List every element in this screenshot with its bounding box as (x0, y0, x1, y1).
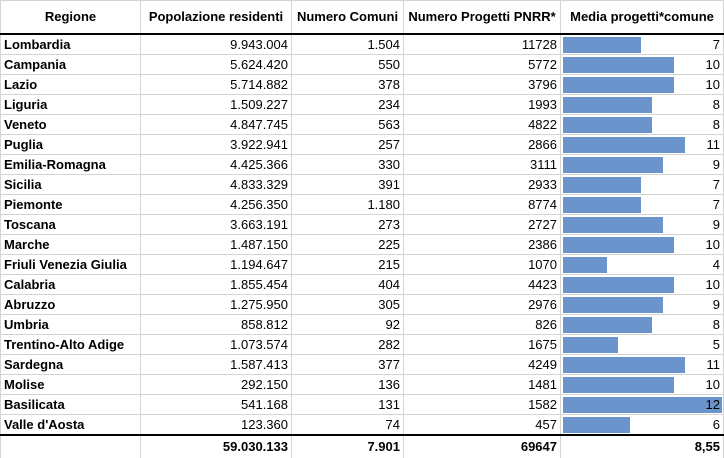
data-bar (563, 177, 641, 193)
media-cell[interactable] (561, 34, 724, 55)
media-cell[interactable] (561, 375, 724, 395)
popolazione-cell[interactable]: 1.855.454 (141, 275, 292, 295)
popolazione-cell[interactable]: 1.487.150 (141, 235, 292, 255)
progetti-cell[interactable]: 5772 (404, 55, 561, 75)
progetti-cell[interactable]: 3796 (404, 75, 561, 95)
media-cell[interactable] (561, 75, 724, 95)
table-row (1, 95, 724, 115)
regione-cell[interactable]: Friuli Venezia Giulia (1, 255, 141, 275)
table-row (1, 355, 724, 375)
progetti-cell[interactable]: 457 (404, 415, 561, 436)
media-cell[interactable] (561, 155, 724, 175)
popolazione-cell[interactable]: 123.360 (141, 415, 292, 436)
data-bar (563, 77, 674, 93)
table-body (1, 34, 724, 435)
comuni-cell[interactable]: 378 (292, 75, 404, 95)
popolazione-cell[interactable]: 1.587.413 (141, 355, 292, 375)
comuni-cell[interactable]: 257 (292, 135, 404, 155)
comuni-cell[interactable]: 404 (292, 275, 404, 295)
media-value: 8 (712, 97, 720, 112)
comuni-cell[interactable]: 215 (292, 255, 404, 275)
media-value: 10 (705, 57, 720, 72)
regione-cell[interactable]: Abruzzo (1, 295, 141, 315)
table-row (1, 215, 724, 235)
comuni-cell[interactable]: 225 (292, 235, 404, 255)
regione-cell[interactable]: Toscana (1, 215, 141, 235)
progetti-cell[interactable]: 2976 (404, 295, 561, 315)
regione-cell[interactable]: Lombardia (1, 34, 141, 55)
progetti-cell[interactable]: 2386 (404, 235, 561, 255)
media-value: 8 (712, 317, 720, 332)
progetti-cell[interactable]: 826 (404, 315, 561, 335)
progetti-cell[interactable]: 8774 (404, 195, 561, 215)
data-bar (563, 417, 630, 433)
progetti-cell[interactable]: 4822 (404, 115, 561, 135)
data-bar (563, 397, 722, 413)
media-value: 12 (705, 397, 720, 412)
table-row (1, 175, 724, 195)
media-value: 9 (712, 297, 720, 312)
regione-cell[interactable]: Calabria (1, 275, 141, 295)
popolazione-cell[interactable]: 4.833.329 (141, 175, 292, 195)
regione-cell[interactable]: Valle d'Aosta (1, 415, 141, 436)
data-bar (563, 37, 641, 53)
media-value: 10 (705, 237, 720, 252)
media-cell[interactable] (561, 235, 724, 255)
regione-cell[interactable]: Marche (1, 235, 141, 255)
popolazione-cell[interactable]: 858.812 (141, 315, 292, 335)
regione-cell[interactable]: Trentino-Alto Adige (1, 335, 141, 355)
table-row (1, 195, 724, 215)
comuni-cell[interactable]: 1.180 (292, 195, 404, 215)
totals-media-cell[interactable]: 8,55 (561, 435, 724, 458)
media-cell[interactable] (561, 215, 724, 235)
media-cell[interactable] (561, 95, 724, 115)
comuni-cell[interactable]: 74 (292, 415, 404, 436)
media-value: 4 (712, 257, 720, 272)
media-value: 10 (705, 277, 720, 292)
data-bar (563, 257, 607, 273)
data-bar (563, 377, 674, 393)
data-bar (563, 297, 663, 313)
popolazione-cell[interactable]: 1.194.647 (141, 255, 292, 275)
table-row (1, 255, 724, 275)
media-cell[interactable] (561, 135, 724, 155)
header-progetti[interactable]: Numero Progetti PNRR* (404, 1, 561, 35)
regione-cell[interactable]: Umbria (1, 315, 141, 335)
media-cell[interactable] (561, 295, 724, 315)
media-value: 11 (706, 357, 720, 372)
popolazione-cell[interactable]: 9.943.004 (141, 34, 292, 55)
media-cell[interactable] (561, 415, 724, 436)
popolazione-cell[interactable]: 541.168 (141, 395, 292, 415)
comuni-cell[interactable]: 391 (292, 175, 404, 195)
totals-popolazione-cell[interactable]: 59.030.133 (141, 435, 292, 458)
media-value: 9 (712, 217, 720, 232)
media-cell[interactable] (561, 55, 724, 75)
totals-row (1, 435, 724, 458)
data-bar (563, 97, 652, 113)
media-value: 5 (712, 337, 720, 352)
data-bar (563, 237, 674, 253)
comuni-cell[interactable]: 282 (292, 335, 404, 355)
table-row (1, 55, 724, 75)
table-row (1, 295, 724, 315)
comuni-cell[interactable]: 131 (292, 395, 404, 415)
progetti-cell[interactable]: 1675 (404, 335, 561, 355)
popolazione-cell[interactable]: 4.847.745 (141, 115, 292, 135)
popolazione-cell[interactable]: 1.509.227 (141, 95, 292, 115)
comuni-cell[interactable]: 563 (292, 115, 404, 135)
header-popolazione[interactable]: Popolazione residenti (141, 1, 292, 35)
progetti-cell[interactable]: 1582 (404, 395, 561, 415)
table-row (1, 395, 724, 415)
data-bar (563, 337, 618, 353)
popolazione-cell[interactable]: 292.150 (141, 375, 292, 395)
media-cell[interactable] (561, 175, 724, 195)
media-cell[interactable] (561, 115, 724, 135)
table-row (1, 275, 724, 295)
media-cell[interactable] (561, 335, 724, 355)
media-cell[interactable] (561, 355, 724, 375)
media-cell[interactable] (561, 255, 724, 275)
regione-cell[interactable]: Molise (1, 375, 141, 395)
totals-comuni-cell[interactable]: 7.901 (292, 435, 404, 458)
header-regione[interactable]: Regione (1, 1, 141, 35)
comuni-cell[interactable]: 550 (292, 55, 404, 75)
regione-cell[interactable]: Campania (1, 55, 141, 75)
regione-cell[interactable]: Basilicata (1, 395, 141, 415)
progetti-cell[interactable]: 2866 (404, 135, 561, 155)
media-value: 10 (705, 77, 720, 92)
progetti-cell[interactable]: 4249 (404, 355, 561, 375)
popolazione-cell[interactable]: 4.425.366 (141, 155, 292, 175)
progetti-cell[interactable]: 1993 (404, 95, 561, 115)
media-value: 6 (712, 417, 720, 432)
regione-cell[interactable]: Lazio (1, 75, 141, 95)
data-bar (563, 317, 652, 333)
data-bar (563, 57, 674, 73)
progetti-cell[interactable]: 1481 (404, 375, 561, 395)
media-value: 9 (712, 157, 720, 172)
comuni-cell[interactable]: 305 (292, 295, 404, 315)
totals-progetti-cell[interactable]: 69647 (404, 435, 561, 458)
table-row (1, 155, 724, 175)
table-row (1, 75, 724, 95)
regione-cell[interactable]: Veneto (1, 115, 141, 135)
media-value: 10 (705, 377, 720, 392)
popolazione-cell[interactable]: 5.714.882 (141, 75, 292, 95)
table-row (1, 415, 724, 436)
comuni-cell[interactable]: 273 (292, 215, 404, 235)
table-row (1, 335, 724, 355)
media-value: 7 (712, 37, 720, 52)
comuni-cell[interactable]: 136 (292, 375, 404, 395)
table-row (1, 135, 724, 155)
popolazione-cell[interactable]: 1.275.950 (141, 295, 292, 315)
media-cell[interactable] (561, 395, 724, 415)
progetti-cell[interactable]: 2933 (404, 175, 561, 195)
progetti-cell[interactable]: 11728 (404, 34, 561, 55)
media-cell[interactable] (561, 195, 724, 215)
comuni-cell[interactable]: 377 (292, 355, 404, 375)
data-bar (563, 217, 663, 233)
progetti-cell[interactable]: 3111 (404, 155, 561, 175)
data-bar (563, 357, 685, 373)
progetti-cell[interactable]: 1070 (404, 255, 561, 275)
data-bar (563, 117, 652, 133)
progetti-cell[interactable]: 4423 (404, 275, 561, 295)
comuni-cell[interactable]: 330 (292, 155, 404, 175)
comuni-cell[interactable]: 92 (292, 315, 404, 335)
header-comuni[interactable]: Numero Comuni (292, 1, 404, 35)
table-row (1, 315, 724, 335)
data-bar (563, 137, 685, 153)
media-cell[interactable] (561, 275, 724, 295)
header-media[interactable]: Media progetti*comune (561, 1, 724, 35)
media-value: 8 (712, 117, 720, 132)
comuni-cell[interactable]: 1.504 (292, 34, 404, 55)
regione-cell[interactable]: Liguria (1, 95, 141, 115)
data-bar (563, 197, 641, 213)
regione-cell[interactable]: Emilia-Romagna (1, 155, 141, 175)
progetti-cell[interactable]: 2727 (404, 215, 561, 235)
popolazione-cell[interactable]: 5.624.420 (141, 55, 292, 75)
media-value: 11 (706, 137, 720, 152)
totals-regione-cell[interactable] (1, 435, 141, 458)
regione-cell[interactable]: Puglia (1, 135, 141, 155)
regione-cell[interactable]: Sardegna (1, 355, 141, 375)
data-bar (563, 157, 663, 173)
table-row (1, 235, 724, 255)
popolazione-cell[interactable]: 3.663.191 (141, 215, 292, 235)
table-row (1, 115, 724, 135)
media-cell[interactable] (561, 315, 724, 335)
media-value: 7 (712, 197, 720, 212)
popolazione-cell[interactable]: 3.922.941 (141, 135, 292, 155)
regione-cell[interactable]: Sicilia (1, 175, 141, 195)
popolazione-cell[interactable]: 4.256.350 (141, 195, 292, 215)
header-row (1, 1, 724, 35)
data-bar (563, 277, 674, 293)
media-value: 7 (712, 177, 720, 192)
popolazione-cell[interactable]: 1.073.574 (141, 335, 292, 355)
comuni-cell[interactable]: 234 (292, 95, 404, 115)
table-row (1, 375, 724, 395)
table-row (1, 34, 724, 55)
regione-cell[interactable]: Piemonte (1, 195, 141, 215)
